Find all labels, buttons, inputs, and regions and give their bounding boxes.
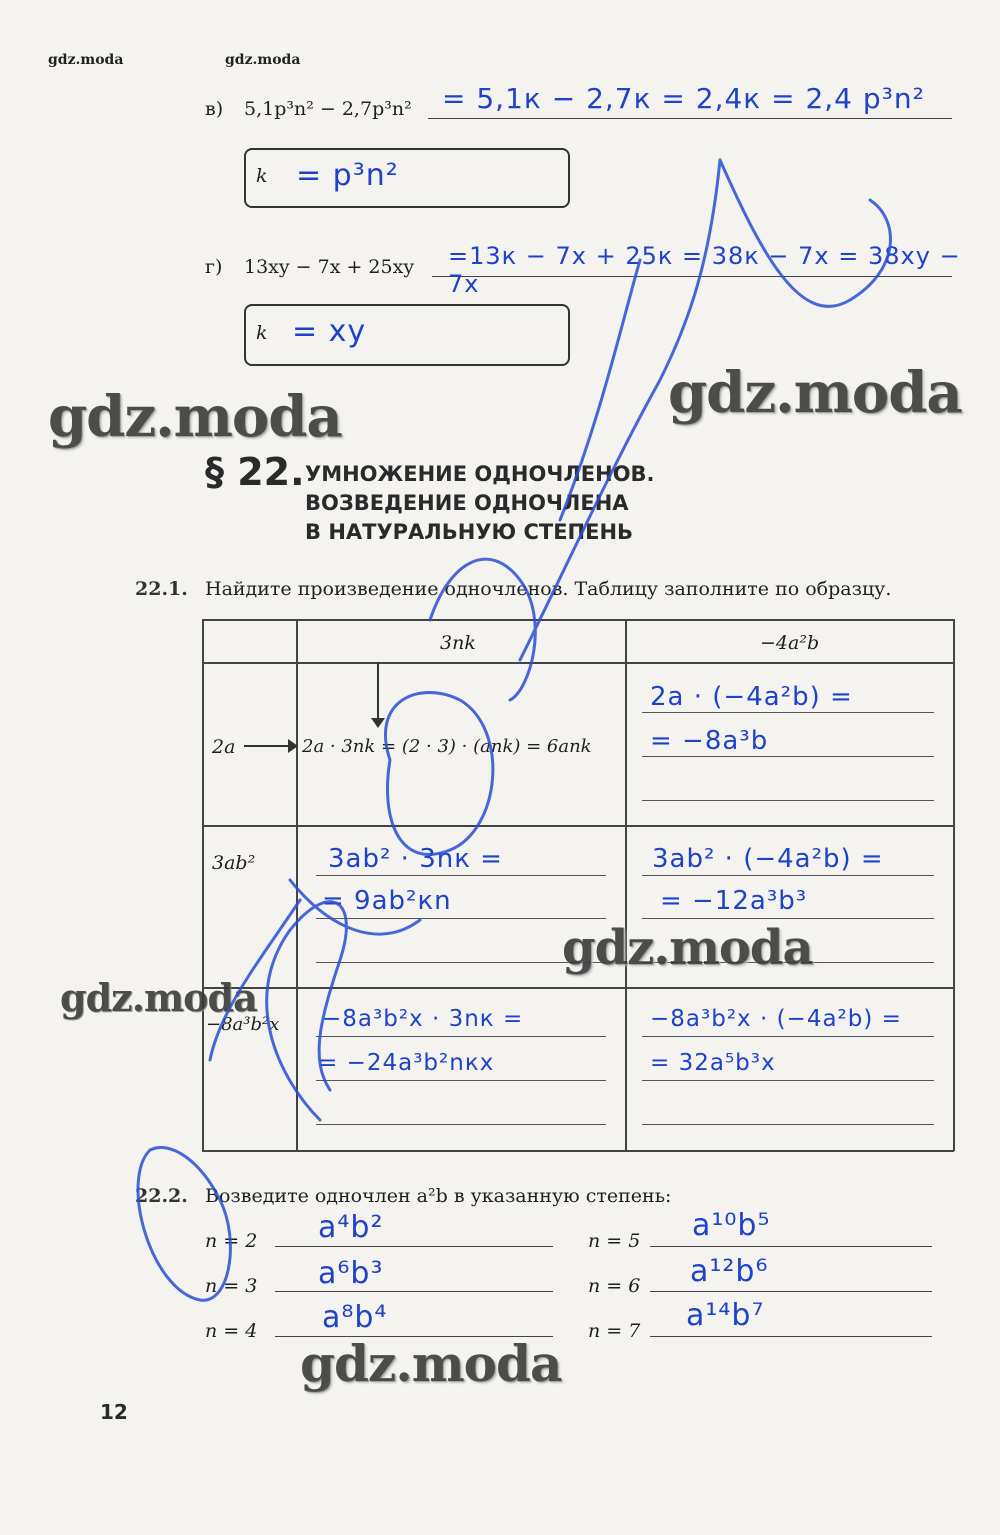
table-answer: −8a³b²x · 3nк =: [322, 1006, 524, 1032]
table-row-head: 3ab²: [212, 852, 256, 874]
watermark: gdz.moda: [668, 360, 962, 426]
task-v-box-k: k: [256, 165, 268, 187]
task-g-answer: =13к − 7x + 25к = 38к − 7x = 38xy − 7x: [448, 242, 961, 298]
task-v-answer: = 5,1к − 2,7к = 2,4к = 2,4 p³n²: [442, 82, 925, 115]
table-col-header: 3nk: [440, 632, 476, 654]
arrow-line: [377, 662, 379, 722]
table-answer: = −12a³b³: [660, 886, 808, 916]
watermark: gdz.moda: [562, 920, 813, 976]
arrow-right-icon: [288, 739, 298, 753]
power-label: n = 2: [205, 1230, 258, 1252]
task-g-box-value: = xy: [292, 314, 367, 349]
table-answer: 3ab² · 3nк =: [328, 844, 503, 874]
watermark: gdz.moda: [48, 384, 342, 450]
power-label: n = 3: [205, 1275, 258, 1297]
power-answer: a¹⁴b⁷: [686, 1298, 765, 1333]
table-sample-cell: 2a · 3nk = (2 · 3) · (ank) = 6ank: [302, 736, 592, 757]
section-number: § 22.: [205, 450, 305, 494]
power-answer: a⁸b⁴: [322, 1300, 388, 1335]
power-answer: a⁴b²: [318, 1210, 384, 1245]
task-v-substitution-box: [244, 148, 570, 208]
task-v-answer-line: [428, 118, 952, 119]
task-v-label: в): [205, 98, 224, 120]
table-answer: 3ab² · (−4a²b) =: [652, 844, 884, 874]
watermark: gdz.moda: [60, 975, 257, 1020]
table-answer: 2a · (−4a²b) =: [650, 682, 853, 712]
arrow-down-icon: [371, 718, 385, 728]
table-answer: = 9ab²кn: [322, 886, 452, 916]
header-watermark-right: gdz.moda: [225, 52, 301, 68]
table-answer: = 32a⁵b³x: [650, 1050, 776, 1076]
header-watermark-left: gdz.moda: [48, 52, 124, 68]
power-answer: a¹⁰b⁵: [692, 1208, 771, 1243]
arrow-line: [244, 745, 294, 747]
table-row-head: −8a³b²x: [206, 1014, 280, 1035]
power-label: n = 6: [588, 1275, 641, 1297]
section-title-line: В НАТУРАЛЬНУЮ СТЕПЕНЬ: [305, 520, 634, 544]
section-title-line: ВОЗВЕДЕНИЕ ОДНОЧЛЕНА: [305, 491, 629, 515]
exercise-22-1-text: Найдите произведение одночленов. Таблицу заполните по образцу.: [205, 578, 892, 600]
task-g-box-k: k: [256, 322, 268, 344]
power-label: n = 4: [205, 1320, 258, 1342]
section-title-line: УМНОЖЕНИЕ ОДНОЧЛЕНОВ.: [305, 462, 655, 486]
table-row-head: 2a: [212, 736, 236, 758]
page-number: 12: [100, 1400, 128, 1424]
power-answer: a¹²b⁶: [690, 1254, 769, 1289]
table-answer: −8a³b²x · (−4a²b) =: [650, 1006, 902, 1032]
power-answer: a⁶b³: [318, 1256, 384, 1291]
table-answer: = −8a³b: [650, 726, 769, 756]
table-col-header: −4a²b: [760, 632, 820, 654]
table-answer: = −24a³b²nкx: [318, 1050, 495, 1076]
task-g-label: г): [205, 256, 223, 278]
task-g-expression: 13xy − 7x + 25xy: [244, 256, 415, 278]
task-v-expression: 5,1p³n² − 2,7p³n²: [244, 98, 412, 120]
power-label: n = 7: [588, 1320, 641, 1342]
exercise-22-2-text: Возведите одночлен a²b в указанную степень:: [205, 1185, 672, 1207]
task-v-box-value: = p³n²: [296, 158, 399, 193]
power-label: n = 5: [588, 1230, 641, 1252]
section-title: [305, 460, 655, 547]
exercise-22-1-number: 22.1.: [135, 578, 188, 600]
watermark: gdz.moda: [300, 1334, 562, 1393]
exercise-22-2-number: 22.2.: [135, 1185, 188, 1207]
